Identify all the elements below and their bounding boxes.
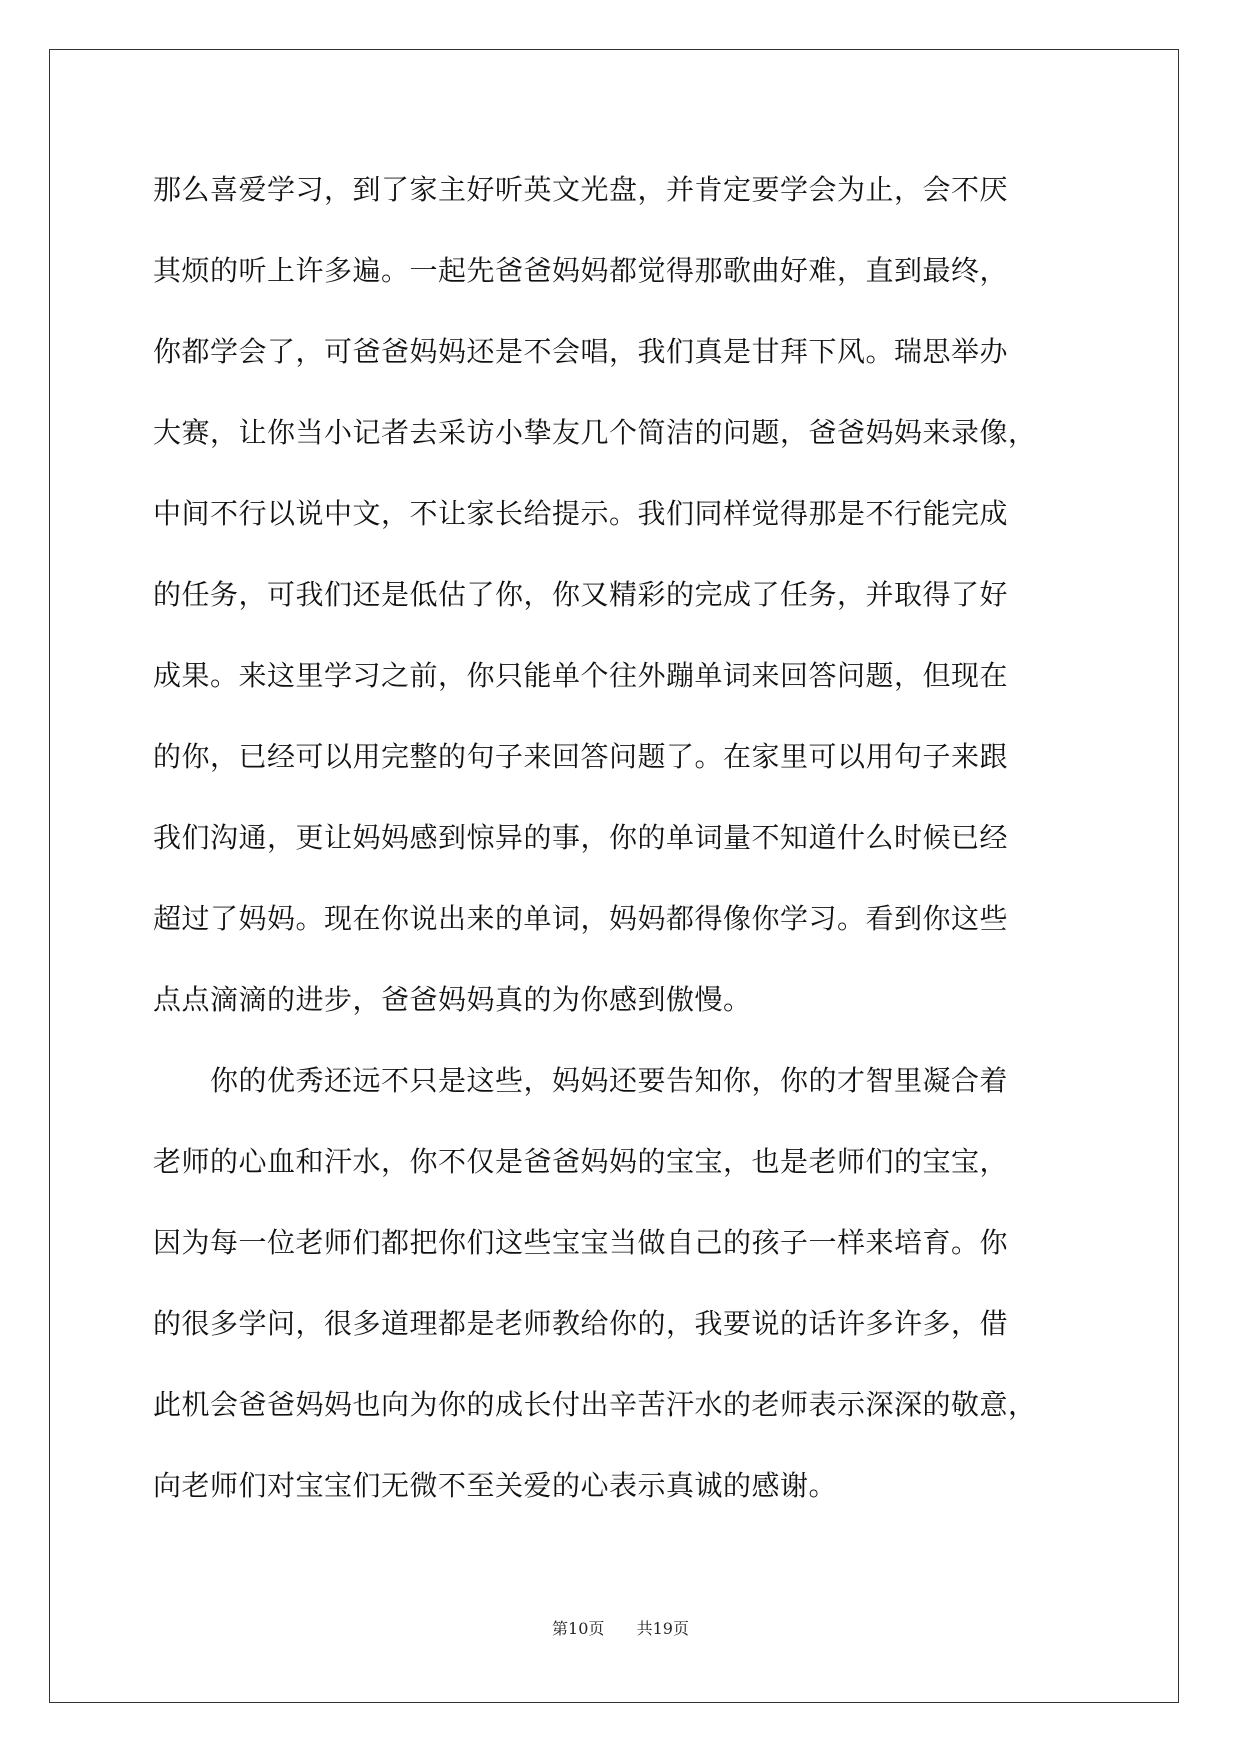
text-line: 老师的心血和汗水，你不仅是爸爸妈妈的宝宝，也是老师们的宝宝， <box>153 1145 1009 1178</box>
text-line: 我们沟通，更让妈妈感到惊异的事，你的单词量不知道什么时候已经 <box>153 821 1009 854</box>
page-total: 共19页 <box>636 1619 689 1638</box>
text-line: 超过了妈妈。现在你说出来的单词，妈妈都得像你学习。看到你这些 <box>153 902 1009 935</box>
text-line: 的很多学问，很多道理都是老师教给你的，我要说的话许多许多，借 <box>153 1307 1009 1340</box>
text-line: 你的优秀还远不只是这些，妈妈还要告知你，你的才智里凝合着 <box>153 1064 1009 1097</box>
text-line: 其烦的听上许多遍。一起先爸爸妈妈都觉得那歌曲好难，直到最终， <box>153 254 1009 287</box>
text-line: 中间不行以说中文，不让家长给提示。我们同样觉得那是不行能完成 <box>153 497 1009 530</box>
text-line: 的你，已经可以用完整的句子来回答问题了。在家里可以用句子来跟 <box>153 740 1009 773</box>
text-line: 那么喜爱学习，到了家主好听英文光盘，并肯定要学会为止，会不厌 <box>153 173 1009 206</box>
text-line: 此机会爸爸妈妈也向为你的成长付出辛苦汗水的老师表示深深的敬意， <box>153 1388 1037 1421</box>
text-line: 向老师们对宝宝们无微不至关爱的心表示真诚的感谢。 <box>153 1469 838 1502</box>
text-line: 点点滴滴的进步，爸爸妈妈真的为你感到傲慢。 <box>153 983 752 1016</box>
page-footer <box>0 1616 1241 1639</box>
page-number: 第10页 <box>552 1619 605 1638</box>
text-line: 成果。来这里学习之前，你只能单个往外蹦单词来回答问题，但现在 <box>153 659 1009 692</box>
document-body <box>153 155 1088 1532</box>
text-line: 的任务，可我们还是低估了你，你又精彩的完成了任务，并取得了好 <box>153 578 1009 611</box>
text-line: 大赛，让你当小记者去采访小挚友几个简洁的问题，爸爸妈妈来录像， <box>153 416 1037 449</box>
text-line: 你都学会了，可爸爸妈妈还是不会唱，我们真是甘拜下风。瑞思举办 <box>153 335 1009 368</box>
text-line: 因为每一位老师们都把你们这些宝宝当做自己的孩子一样来培育。你 <box>153 1226 1009 1259</box>
